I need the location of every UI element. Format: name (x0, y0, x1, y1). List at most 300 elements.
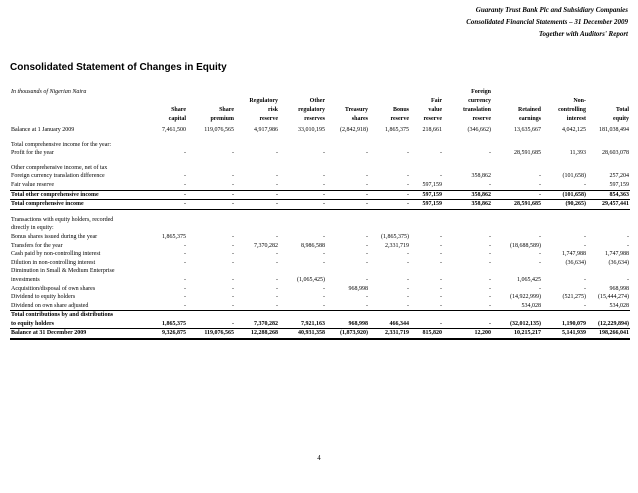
value-cell: (18,688,589) (510, 242, 541, 249)
row-label: Other comprehensive income, net of tax (11, 164, 108, 171)
column-header (279, 88, 326, 126)
value-cell (145, 141, 187, 150)
value-cell: - (539, 251, 541, 258)
value-cell: - (369, 302, 410, 311)
value-cell: - (584, 242, 586, 249)
value-cell (369, 311, 410, 320)
column-header-line: reserve (423, 116, 442, 122)
value-cell: 7,370,282 (235, 320, 279, 329)
value-cell: - (627, 233, 629, 240)
table-row (10, 302, 630, 311)
value-cell: - (584, 285, 586, 292)
value-cell: - (323, 173, 325, 180)
value-cell: - (323, 285, 325, 292)
row-label: Diminution in Small & Medium Enterprise (11, 268, 115, 275)
value-cell: (12,229,894) (587, 320, 630, 329)
table-row (10, 190, 630, 200)
column-header-line: Share (219, 107, 234, 113)
column-header-line: risk (267, 107, 278, 113)
units-label: In thousands of Nigerian Naira (11, 89, 87, 95)
value-cell: - (184, 150, 186, 157)
value-cell: - (184, 242, 186, 249)
value-cell: - (235, 190, 279, 200)
value-cell: 597,159 (587, 181, 630, 190)
column-header-line: reserve (259, 116, 278, 122)
column-header-line: translation (462, 107, 491, 113)
value-cell (326, 311, 369, 320)
value-cell (542, 164, 587, 173)
value-cell: - (440, 285, 442, 292)
value-cell (369, 267, 410, 276)
value-cell: 119,076,565 (204, 127, 234, 133)
value-cell (443, 141, 492, 150)
value-cell: - (489, 259, 491, 266)
value-cell (542, 311, 587, 320)
header-statements: Consolidated Financial Statements – 31 December 2009 (466, 18, 628, 26)
column-header-line: Foreign (471, 89, 491, 95)
table-row (10, 311, 630, 320)
value-cell: - (539, 285, 541, 292)
table-row (10, 276, 630, 285)
column-header-line: shares (351, 116, 368, 122)
value-cell (145, 164, 187, 173)
value-cell (410, 311, 443, 320)
value-cell: - (232, 259, 234, 266)
value-cell (492, 311, 542, 320)
value-cell (587, 216, 630, 225)
value-cell: - (440, 233, 442, 240)
value-cell: - (326, 190, 369, 200)
value-cell: 597,159 (410, 200, 443, 210)
value-cell: - (407, 285, 409, 292)
value-cell: (32,012,135) (492, 320, 542, 329)
value-cell: - (184, 173, 186, 180)
value-cell: - (627, 242, 629, 249)
value-cell: - (232, 294, 234, 301)
value-cell (235, 224, 279, 233)
value-cell: 534,028 (587, 302, 630, 311)
table-row (10, 242, 630, 251)
value-cell: - (184, 276, 186, 283)
value-cell (587, 141, 630, 150)
value-cell: - (627, 276, 629, 283)
value-cell: - (232, 276, 234, 283)
value-cell: - (407, 259, 409, 266)
value-cell: 968,998 (609, 285, 629, 292)
value-cell: - (323, 251, 325, 258)
value-cell: - (440, 294, 442, 301)
row-label: Transfers for the year (11, 242, 63, 249)
row-label: Fair value reserve (10, 181, 145, 190)
column-header (410, 88, 443, 126)
value-cell: - (232, 251, 234, 258)
column-header-line: Non- (573, 98, 586, 104)
value-cell: - (584, 276, 586, 283)
value-cell: - (443, 302, 492, 311)
value-cell (443, 224, 492, 233)
value-cell (410, 224, 443, 233)
value-cell: - (187, 320, 235, 329)
table-row (10, 164, 630, 173)
row-label: Total other comprehensive income (10, 190, 145, 200)
table-row (10, 293, 630, 302)
value-cell: - (187, 181, 235, 190)
value-cell (326, 267, 369, 276)
value-cell: - (369, 200, 410, 210)
value-cell (542, 216, 587, 225)
column-header-line: regulatory (298, 107, 325, 113)
table-row (10, 250, 630, 259)
value-cell: - (366, 233, 368, 240)
value-cell: - (323, 233, 325, 240)
value-cell (587, 311, 630, 320)
value-cell: 257,204 (609, 173, 629, 180)
value-cell (187, 216, 235, 225)
value-cell: - (369, 190, 410, 200)
value-cell: 466,344 (369, 320, 410, 329)
table-row (10, 172, 630, 181)
value-cell: - (235, 302, 279, 311)
value-cell (443, 164, 492, 173)
value-cell: - (323, 150, 325, 157)
value-cell: - (184, 259, 186, 266)
table-row (10, 320, 630, 329)
column-header (369, 88, 410, 126)
column-header-line: capital (168, 116, 186, 122)
value-cell (235, 216, 279, 225)
value-cell: - (145, 190, 187, 200)
table-row (10, 200, 630, 210)
value-cell: 1,865,375 (145, 320, 187, 329)
row-label: Bonus shares issued during the year (11, 233, 98, 240)
value-cell: - (187, 200, 235, 210)
value-cell: - (145, 200, 187, 210)
value-cell: - (366, 294, 368, 301)
value-cell: - (232, 173, 234, 180)
value-cell: - (232, 233, 234, 240)
value-cell: - (440, 259, 442, 266)
column-header-line: reserve (390, 116, 409, 122)
column-header-line: premium (210, 116, 234, 122)
value-cell: 7,461,500 (162, 127, 186, 133)
value-cell: - (492, 181, 542, 190)
column-header-line: Total (615, 107, 629, 113)
value-cell: - (187, 190, 235, 200)
value-cell: - (366, 173, 368, 180)
value-cell (326, 141, 369, 150)
value-cell: 5,141,939 (542, 329, 587, 339)
value-cell: 968,998 (348, 285, 368, 292)
value-cell: 28,591,685 (492, 200, 542, 210)
value-cell: (1,065,425) (297, 276, 325, 283)
value-cell (542, 141, 587, 150)
row-label: Acquisition/disposal of own shares (11, 285, 96, 292)
value-cell (492, 141, 542, 150)
value-cell (587, 164, 630, 173)
value-cell: 1,747,988 (562, 251, 586, 258)
value-cell (443, 267, 492, 276)
table-row (10, 216, 630, 225)
row-label: Balance at 1 January 2009 (11, 127, 75, 133)
row-label: Foreign currency translation difference (11, 173, 105, 180)
table-row (10, 149, 630, 158)
value-cell (187, 164, 235, 173)
value-cell: - (443, 320, 492, 329)
column-header-line: reserve (472, 116, 491, 122)
value-cell: - (276, 251, 278, 258)
value-cell (410, 216, 443, 225)
row-label: Total contributions by and distributions (11, 312, 114, 319)
table-row (10, 126, 630, 135)
row-label: Dividend on own share adjusted (10, 302, 145, 311)
value-cell: - (407, 173, 409, 180)
row-label: Balance at 31 December 2009 (10, 329, 145, 339)
column-header-line: equity (612, 116, 629, 122)
value-cell: 13,635,667 (514, 127, 541, 133)
row-label: Dilution in non-controlling interest (11, 259, 96, 266)
value-cell: 815,820 (410, 329, 443, 339)
value-cell: - (232, 150, 234, 157)
value-cell (187, 141, 235, 150)
column-header (187, 88, 235, 126)
value-cell: 2,331,719 (369, 329, 410, 339)
value-cell: - (489, 233, 491, 240)
value-cell (279, 216, 326, 225)
value-cell: - (366, 242, 368, 249)
column-header-line: controlling (558, 107, 586, 113)
value-cell (279, 164, 326, 173)
value-cell: 1,865,375 (385, 127, 409, 133)
value-cell: - (492, 190, 542, 200)
value-cell (145, 224, 187, 233)
value-cell: 4,042,125 (562, 127, 586, 133)
row-label: Total comprehensive income (10, 200, 145, 210)
value-cell: (36,634) (565, 259, 586, 266)
column-header (542, 88, 587, 126)
value-cell: - (276, 285, 278, 292)
row-label: Dividend to equity holders (11, 294, 76, 301)
value-cell: - (184, 294, 186, 301)
value-cell (235, 164, 279, 173)
value-cell: 40,931,358 (279, 329, 326, 339)
value-cell: 28,603,078 (602, 150, 629, 157)
value-cell: 7,370,282 (254, 242, 278, 249)
value-cell (410, 164, 443, 173)
value-cell: 10,215,217 (492, 329, 542, 339)
value-cell: 8,986,588 (301, 242, 325, 249)
value-cell: 358,862 (471, 173, 491, 180)
table-body (10, 126, 630, 339)
value-cell: (101,658) (562, 173, 586, 180)
value-cell (187, 311, 235, 320)
value-cell (279, 311, 326, 320)
value-cell: (101,658) (542, 190, 587, 200)
value-cell: (36,634) (608, 259, 629, 266)
value-cell: - (489, 276, 491, 283)
column-header-line: reserves (304, 116, 325, 122)
column-header-line: Retained (518, 107, 541, 113)
value-cell (369, 216, 410, 225)
value-cell (235, 267, 279, 276)
value-cell (235, 141, 279, 150)
value-cell: 1,065,425 (517, 276, 541, 283)
column-header-line: Regulatory (249, 98, 278, 104)
value-cell: 854,363 (587, 190, 630, 200)
value-cell: - (542, 181, 587, 190)
value-cell: (15,444,274) (598, 294, 629, 301)
equity-table (10, 88, 630, 340)
value-cell (443, 311, 492, 320)
table-row (10, 329, 630, 339)
column-header-line: Other (309, 98, 325, 104)
value-cell: - (276, 259, 278, 266)
value-cell: - (407, 294, 409, 301)
value-cell: (521,275) (562, 294, 586, 301)
value-cell: - (279, 181, 326, 190)
value-cell: (14,922,999) (510, 294, 541, 301)
value-cell: - (440, 251, 442, 258)
value-cell: - (279, 302, 326, 311)
value-cell (410, 267, 443, 276)
value-cell (145, 311, 187, 320)
value-cell: - (276, 294, 278, 301)
value-cell: - (440, 150, 442, 157)
value-cell: - (489, 251, 491, 258)
value-cell: - (145, 181, 187, 190)
value-cell: - (323, 294, 325, 301)
table-row (10, 224, 630, 233)
statement-title: Consolidated Statement of Changes in Equity (10, 62, 227, 73)
value-cell (542, 267, 587, 276)
value-cell: 29,457,441 (587, 200, 630, 210)
value-cell (587, 224, 630, 233)
value-cell: - (323, 259, 325, 266)
value-cell: - (279, 200, 326, 210)
value-cell: - (184, 285, 186, 292)
value-cell (279, 267, 326, 276)
value-cell: - (276, 233, 278, 240)
value-cell: - (276, 173, 278, 180)
value-cell: - (279, 190, 326, 200)
value-cell: - (489, 294, 491, 301)
value-cell: - (440, 173, 442, 180)
value-cell: - (539, 259, 541, 266)
column-header-line: Share (171, 107, 186, 113)
value-cell (492, 267, 542, 276)
value-cell: - (187, 302, 235, 311)
value-cell: - (235, 181, 279, 190)
value-cell: - (326, 302, 369, 311)
value-cell (369, 141, 410, 150)
value-cell (492, 216, 542, 225)
column-header (587, 88, 630, 126)
value-cell: 9,326,875 (145, 329, 187, 339)
value-cell: - (366, 259, 368, 266)
value-cell: 1,865,375 (162, 233, 186, 240)
value-cell: 2,331,719 (385, 242, 409, 249)
value-cell: - (539, 233, 541, 240)
value-cell (187, 267, 235, 276)
value-cell (187, 224, 235, 233)
value-cell: - (369, 181, 410, 190)
value-cell: 12,288,268 (235, 329, 279, 339)
value-cell: 534,028 (492, 302, 542, 311)
table-row (10, 141, 630, 150)
value-cell (326, 164, 369, 173)
report-header (466, 4, 628, 40)
value-cell: 1,190,079 (542, 320, 587, 329)
value-cell: - (407, 276, 409, 283)
value-cell: - (145, 302, 187, 311)
value-cell: - (366, 150, 368, 157)
value-cell (279, 224, 326, 233)
column-header-line: currency (468, 98, 491, 104)
value-cell (145, 216, 187, 225)
column-header-line: value (428, 107, 442, 113)
value-cell (369, 224, 410, 233)
column-header-line: Treasury (344, 107, 368, 113)
value-cell: - (489, 285, 491, 292)
value-cell: - (440, 276, 442, 283)
value-cell: (1,865,375) (381, 233, 409, 240)
value-cell: - (407, 150, 409, 157)
value-cell: 358,862 (443, 200, 492, 210)
value-cell: - (440, 242, 442, 249)
header-company: Guaranty Trust Bank Plc and Subsidiary Companies (475, 6, 628, 14)
value-cell (279, 141, 326, 150)
value-cell (492, 224, 542, 233)
column-header-line: Bonus (392, 107, 409, 113)
value-cell: - (443, 181, 492, 190)
value-cell: 1,747,988 (605, 251, 629, 258)
value-cell: - (232, 285, 234, 292)
value-cell: - (326, 200, 369, 210)
value-cell: (90,265) (542, 200, 587, 210)
row-label: Profit for the year (11, 150, 54, 157)
value-cell: - (366, 251, 368, 258)
value-cell: - (542, 302, 587, 311)
value-cell: 968,998 (326, 320, 369, 329)
table-row (10, 181, 630, 190)
column-header-line: interest (566, 116, 586, 122)
value-cell: - (184, 251, 186, 258)
value-cell: (346,662) (467, 127, 491, 133)
value-cell: (1,873,920) (326, 329, 369, 339)
value-cell: - (584, 233, 586, 240)
value-cell: 12,200 (443, 329, 492, 339)
row-label: investments (11, 276, 40, 283)
row-label: Transactions with equity holders, recorded (11, 216, 114, 223)
column-header (235, 88, 279, 126)
value-cell: - (276, 150, 278, 157)
value-cell: 4,917,986 (254, 127, 278, 133)
value-cell: - (410, 320, 443, 329)
value-cell (326, 216, 369, 225)
row-label: Total comprehensive income for the year: (11, 141, 112, 148)
column-header-line: earnings (518, 116, 541, 122)
value-cell: - (410, 302, 443, 311)
value-cell: 119,076,565 (187, 329, 235, 339)
page-number: 4 (317, 454, 321, 462)
column-header-line: Fair (431, 98, 442, 104)
value-cell: - (489, 242, 491, 249)
column-header (443, 88, 492, 126)
table-row (10, 233, 630, 242)
value-cell: 597,159 (410, 190, 443, 200)
value-cell: (2,842,918) (340, 127, 368, 133)
row-label: to equity holders (10, 320, 145, 329)
column-header (145, 88, 187, 126)
